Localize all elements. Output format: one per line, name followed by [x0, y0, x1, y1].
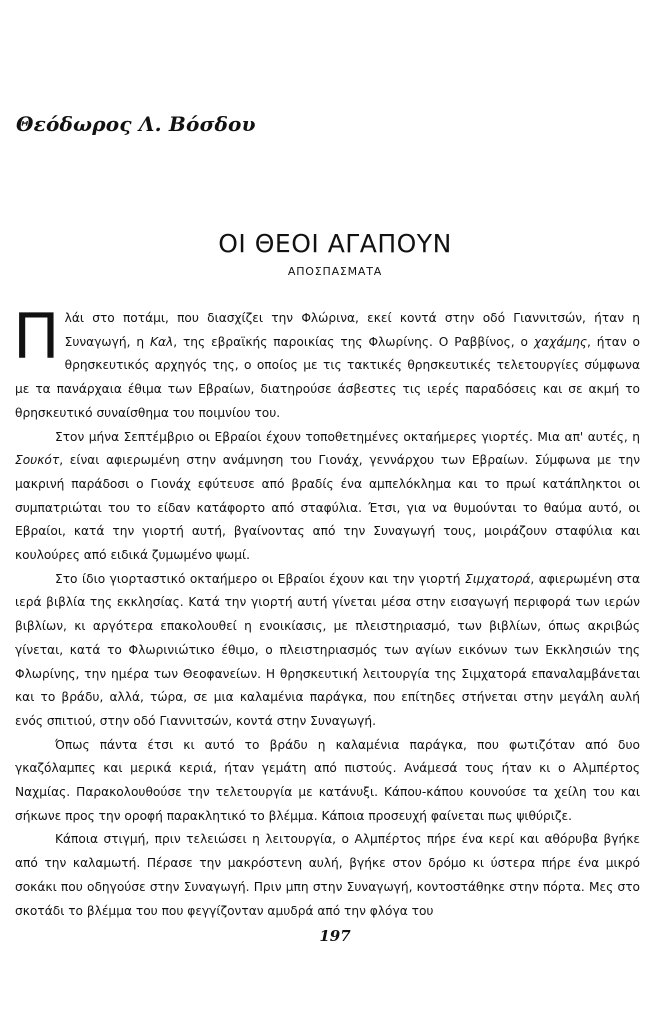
- page-number: 197: [319, 927, 351, 945]
- italic-term: χαχάμης: [533, 334, 587, 349]
- text-run: , αφιερωμένη στα ιερά βιβλία της εκκλησίας. Κατά την γιορτή αυτή γίνεται μέσα στην εισαγωγή περιφορά των ιερών βιβλίων, κι αργότερα επακολουθεί η ενοικίασις, με πλειστηριασμό, των βιβλίων, όπως ακριβώς γίνεται, κατά το Φλωρινιώτικο έθιμο, ο πλειστηριασμός των αγίων εικόνων των Εκκλησιών της Φλωρίνης, την ημέρα των Θεοφανείων. Η θρησκευτική λειτουργία της Σιμχατορά επαναλαμβάνεται και το βράδυ, αλλά, τώρα, σε μια καλαμένια παράγκα, που επίτηδες στήνεται στην μεγάλη αυλή ενός σπιτιού, στην οδό Γιαννιτσών, κοντά στην Συναγωγή.: [15, 571, 640, 728]
- paragraph: [15, 734, 640, 829]
- article-subtitle: ΑΠΟΣΠΑΣΜΑΤΑ: [287, 265, 383, 278]
- italic-term: Σιμχατορά: [465, 571, 531, 586]
- article-title: ΟΙ ΘΕΟΙ ΑΓΑΠΟΥΝ: [218, 229, 452, 258]
- article-body: [13, 300, 640, 923]
- text-run: , της εβραϊκής παροικίας της Φλωρίνης. Ο Ραββίνος, ο: [173, 334, 534, 349]
- text-run: λάι στο ποτάμι, που διασχίζει την Φλώρινα, εκεί κοντά στην οδό Γιαννιτσών, ήταν η Συναγωγή, η: [64, 311, 640, 349]
- text-run: Κάποια στιγμή, πριν τελειώσει η λειτουργία, ο Αλμπέρτος πήρε ένα κερί και αθόρυβα βγήκε από την καλαμωτή. Πέρασε την μακρόστενη αυλή, βγήκε στον δρόμο κι ύστερα πήρε ένα μικρό σοκάκι που οδηγούσε στην Συναγωγή. Πριν μπη στην Συναγωγή, κοντοστάθηκε στην πόρτα. Μες στο σκοτάδι το βλέμμα του που φεγγίζονταν αμυδρά από την φλόγα του: [15, 832, 640, 918]
- paragraph: [15, 828, 640, 923]
- text-run: Στο ίδιο γιορταστικό οκταήμερο οι Εβραίοι έχουν και την γιορτή: [55, 571, 466, 586]
- paragraph: [15, 568, 640, 734]
- text-run: Όπως πάντα έτσι κι αυτό το βράδυ η καλαμένια παράγκα, που φωτιζόταν από δυο γκαζόλαμπες και μερικά κεριά, ήταν γεμάτη από πιστούς. Ανάμεσά τους ήταν κι ο Αλμπέρτος Ναχμίας. Παρακολουθούσε την τελετουργία με κατάνυξι. Κάπου-κάπου κουνούσε τα χείλη του και σήκωνε προς την οροφή παρακλητικό το βλέμμα. Κάποια προσευχή φαίνεται πως ψιθύριζε.: [15, 737, 640, 823]
- italic-term: Καλ: [149, 334, 174, 349]
- text-run: , είναι αφιερωμένη στην ανάμνηση του Γιονάχ, γεννάρχου των Εβραίων. Σύμφωνα με την μακρινή παράδοσι ο Γιονάχ εφύτευσε από βραδίς ένα αμπελόκλημα και το πρωί κατάπληκτοι οι συμπατριώται του το είδαν κατάφορτο από σταφύλια. Έτσι, για να θυμούνται το θαύμα αυτό, οι Εβραίοι, κατά την γιορτή αυτή, βγαίνοντας από την Συναγωγή τους, μοιράζουν σταφύλια και κουλούρες από ειδικά ζυμωμένο ψωμί.: [15, 453, 640, 563]
- paragraph: [13, 300, 640, 426]
- paragraph: [15, 426, 640, 568]
- text-run: , ήταν ο θρησκευτικός αρχηγός της, ο οποίος με τις τακτικές θρησκευτικές τελετουργίες σύμφωνα με τα πανάρχαια έθιμα των Εβραίων, διατηρούσε άσβεστες τις ιερές παραδόσεις και σε ακμή το θρησκευτικό συναίσθημα του ποιμνίου του.: [15, 334, 640, 420]
- text-run: Στον μήνα Σεπτέμβριο οι Εβραίοι έχουν τοποθετημένες οκταήμερες γιορτές. Μια απ' αυτές, η: [55, 429, 640, 444]
- drop-cap-letter: Π: [13, 300, 60, 373]
- italic-term: Σουκότ: [15, 453, 60, 468]
- author-name: Θεόδωρος Λ. Βόσδου: [16, 112, 256, 136]
